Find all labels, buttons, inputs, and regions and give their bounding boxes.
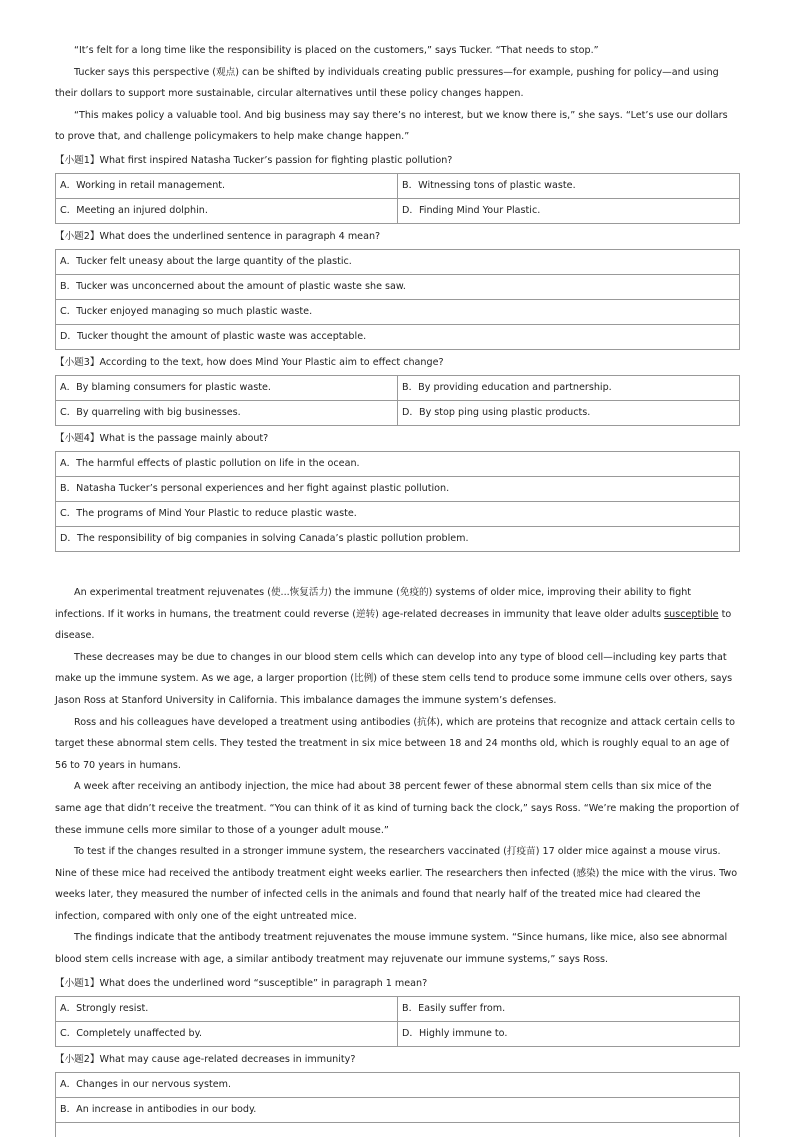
question-stem: 【小题2】What does the underlined sentence in paragraph 4 mean?	[55, 230, 381, 242]
option-c[interactable]: C．Tucker enjoyed managing so much plastic waste.	[56, 299, 740, 324]
question-stem: 【小题3】According to the text, how does Mind Your Plastic aim to effect change?	[55, 356, 444, 368]
option-b[interactable]: B．Natasha Tucker’s personal experiences and her fight against plastic pollution.	[56, 476, 740, 501]
table-continuation	[55, 1123, 740, 1137]
option-a[interactable]: A．Strongly resist.	[56, 996, 398, 1021]
paragraph: The findings indicate that the antibody treatment rejuvenates the mouse immune system. “Since humans, like mice, also see abnormal blood stem cells increase with age, a similar antibody treatment may rejuvenate our immune systems,” says Ross.	[55, 932, 728, 966]
option-d[interactable]: D．The responsibility of big companies in solving Canada’s plastic pollution problem.	[56, 526, 740, 551]
underlined-word: susceptible	[664, 608, 719, 620]
options-table	[55, 249, 740, 350]
paragraph-text: to disease.	[55, 608, 732, 642]
option-b[interactable]: B．Tucker was unconcerned about the amount of plastic waste she saw.	[56, 274, 740, 299]
option-c[interactable]: C．Meeting an injured dolphin.	[56, 198, 398, 223]
options-table	[55, 1072, 740, 1123]
option-b[interactable]: B．Witnessing tons of plastic waste.	[398, 173, 740, 198]
options-table	[55, 996, 740, 1047]
option-b[interactable]: B．Easily suffer from.	[398, 996, 740, 1021]
option-d[interactable]: D．Finding Mind Your Plastic.	[398, 198, 740, 223]
option-c[interactable]: C．The programs of Mind Your Plastic to reduce plastic waste.	[56, 501, 740, 526]
options-table	[55, 451, 740, 552]
question-stem: 【小题1】What first inspired Natasha Tucker’s passion for fighting plastic pollution?	[55, 154, 453, 166]
question-stem: 【小题2】What may cause age-related decreases in immunity?	[55, 1053, 356, 1065]
paragraph	[55, 582, 740, 647]
paragraph: These decreases may be due to changes in our blood stem cells which can develop into any type of blood cell—including key parts that make up the immune system. As we age, a larger proportion (比例) of these stem cells tend to produce some immune cells over others, says Jason Ross at Stanford University in California. This imbalance damages the immune system’s defenses.	[55, 651, 733, 706]
paragraph: “This makes policy a valuable tool. And big business may say there’s no interest, but we know there is,” she says. “Let’s use our dollars to prove that, and challenge policymakers to help make change happen.”	[55, 109, 728, 143]
section-gap	[55, 552, 740, 582]
option-a[interactable]: A．Tucker felt uneasy about the large quantity of the plastic.	[56, 249, 740, 274]
paragraph-text: An experimental treatment rejuvenates (使...恢复活力) the immune (免疫的) systems of older mice, improving their ability to fight infections. If it works in humans, the treatment could reverse (逆转) age-related decreases in immunity that leave older adults	[55, 586, 692, 620]
option-c[interactable]: C．Completely unaffected by.	[56, 1021, 398, 1046]
option-a[interactable]: A．Working in retail management.	[56, 173, 398, 198]
option-d[interactable]: D．Highly immune to.	[398, 1021, 740, 1046]
option-d[interactable]: D．By stop ping using plastic products.	[398, 400, 740, 425]
paragraph: A week after receiving an antibody injection, the mice had about 38 percent fewer of these abnormal stem cells than six mice of the same age that didn’t receive the treatment. “You can think of it as kind of turning back the clock,” says Ross. “We’re making the proportion of these immune cells more similar to those of a younger adult mouse.”	[55, 781, 740, 836]
question-stem: 【小题4】What is the passage mainly about?	[55, 432, 269, 444]
option-b[interactable]: B．An increase in antibodies in our body.	[56, 1097, 740, 1122]
paragraph: Tucker says this perspective (观点) can be shifted by individuals creating public pressures—for example, pushing for policy—and using their dollars to support more sustainable, circular alternatives until these policy changes happen.	[55, 66, 719, 100]
options-table	[55, 375, 740, 426]
option-d[interactable]: D．Tucker thought the amount of plastic waste was acceptable.	[56, 324, 740, 349]
question-stem: 【小题1】What does the underlined word “susceptible” in paragraph 1 mean?	[55, 977, 428, 989]
option-a[interactable]: A．The harmful effects of plastic pollution on life in the ocean.	[56, 451, 740, 476]
option-a[interactable]: A．Changes in our nervous system.	[56, 1072, 740, 1097]
option-c[interactable]: C．By quarreling with big businesses.	[56, 400, 398, 425]
options-table	[55, 173, 740, 224]
paragraph: Ross and his colleagues have developed a treatment using antibodies (抗体), which are proteins that recognize and attack certain cells to target these abnormal stem cells. They tested the treatment in six mice between 18 and 24 months old, which is roughly equal to an age of 56 to 70 years in humans.	[55, 716, 735, 771]
document-page	[55, 40, 740, 1137]
paragraph: To test if the changes resulted in a stronger immune system, the researchers vaccinated (打疫苗) 17 older mice against a mouse virus. Nine of these mice had received the antibody treatment eight weeks earlier. The researchers then infected (感染) the mice with the virus. Two weeks later, they measured the number of infected cells in the animals and found that nearly half of the treated mice had cleared the infection, compared with only one of the eight untreated mice.	[55, 846, 738, 922]
paragraph: “It’s felt for a long time like the responsibility is placed on the customers,” says Tucker. “That needs to stop.”	[74, 45, 599, 56]
option-a[interactable]: A．By blaming consumers for plastic waste.	[56, 375, 398, 400]
option-b[interactable]: B．By providing education and partnership.	[398, 375, 740, 400]
